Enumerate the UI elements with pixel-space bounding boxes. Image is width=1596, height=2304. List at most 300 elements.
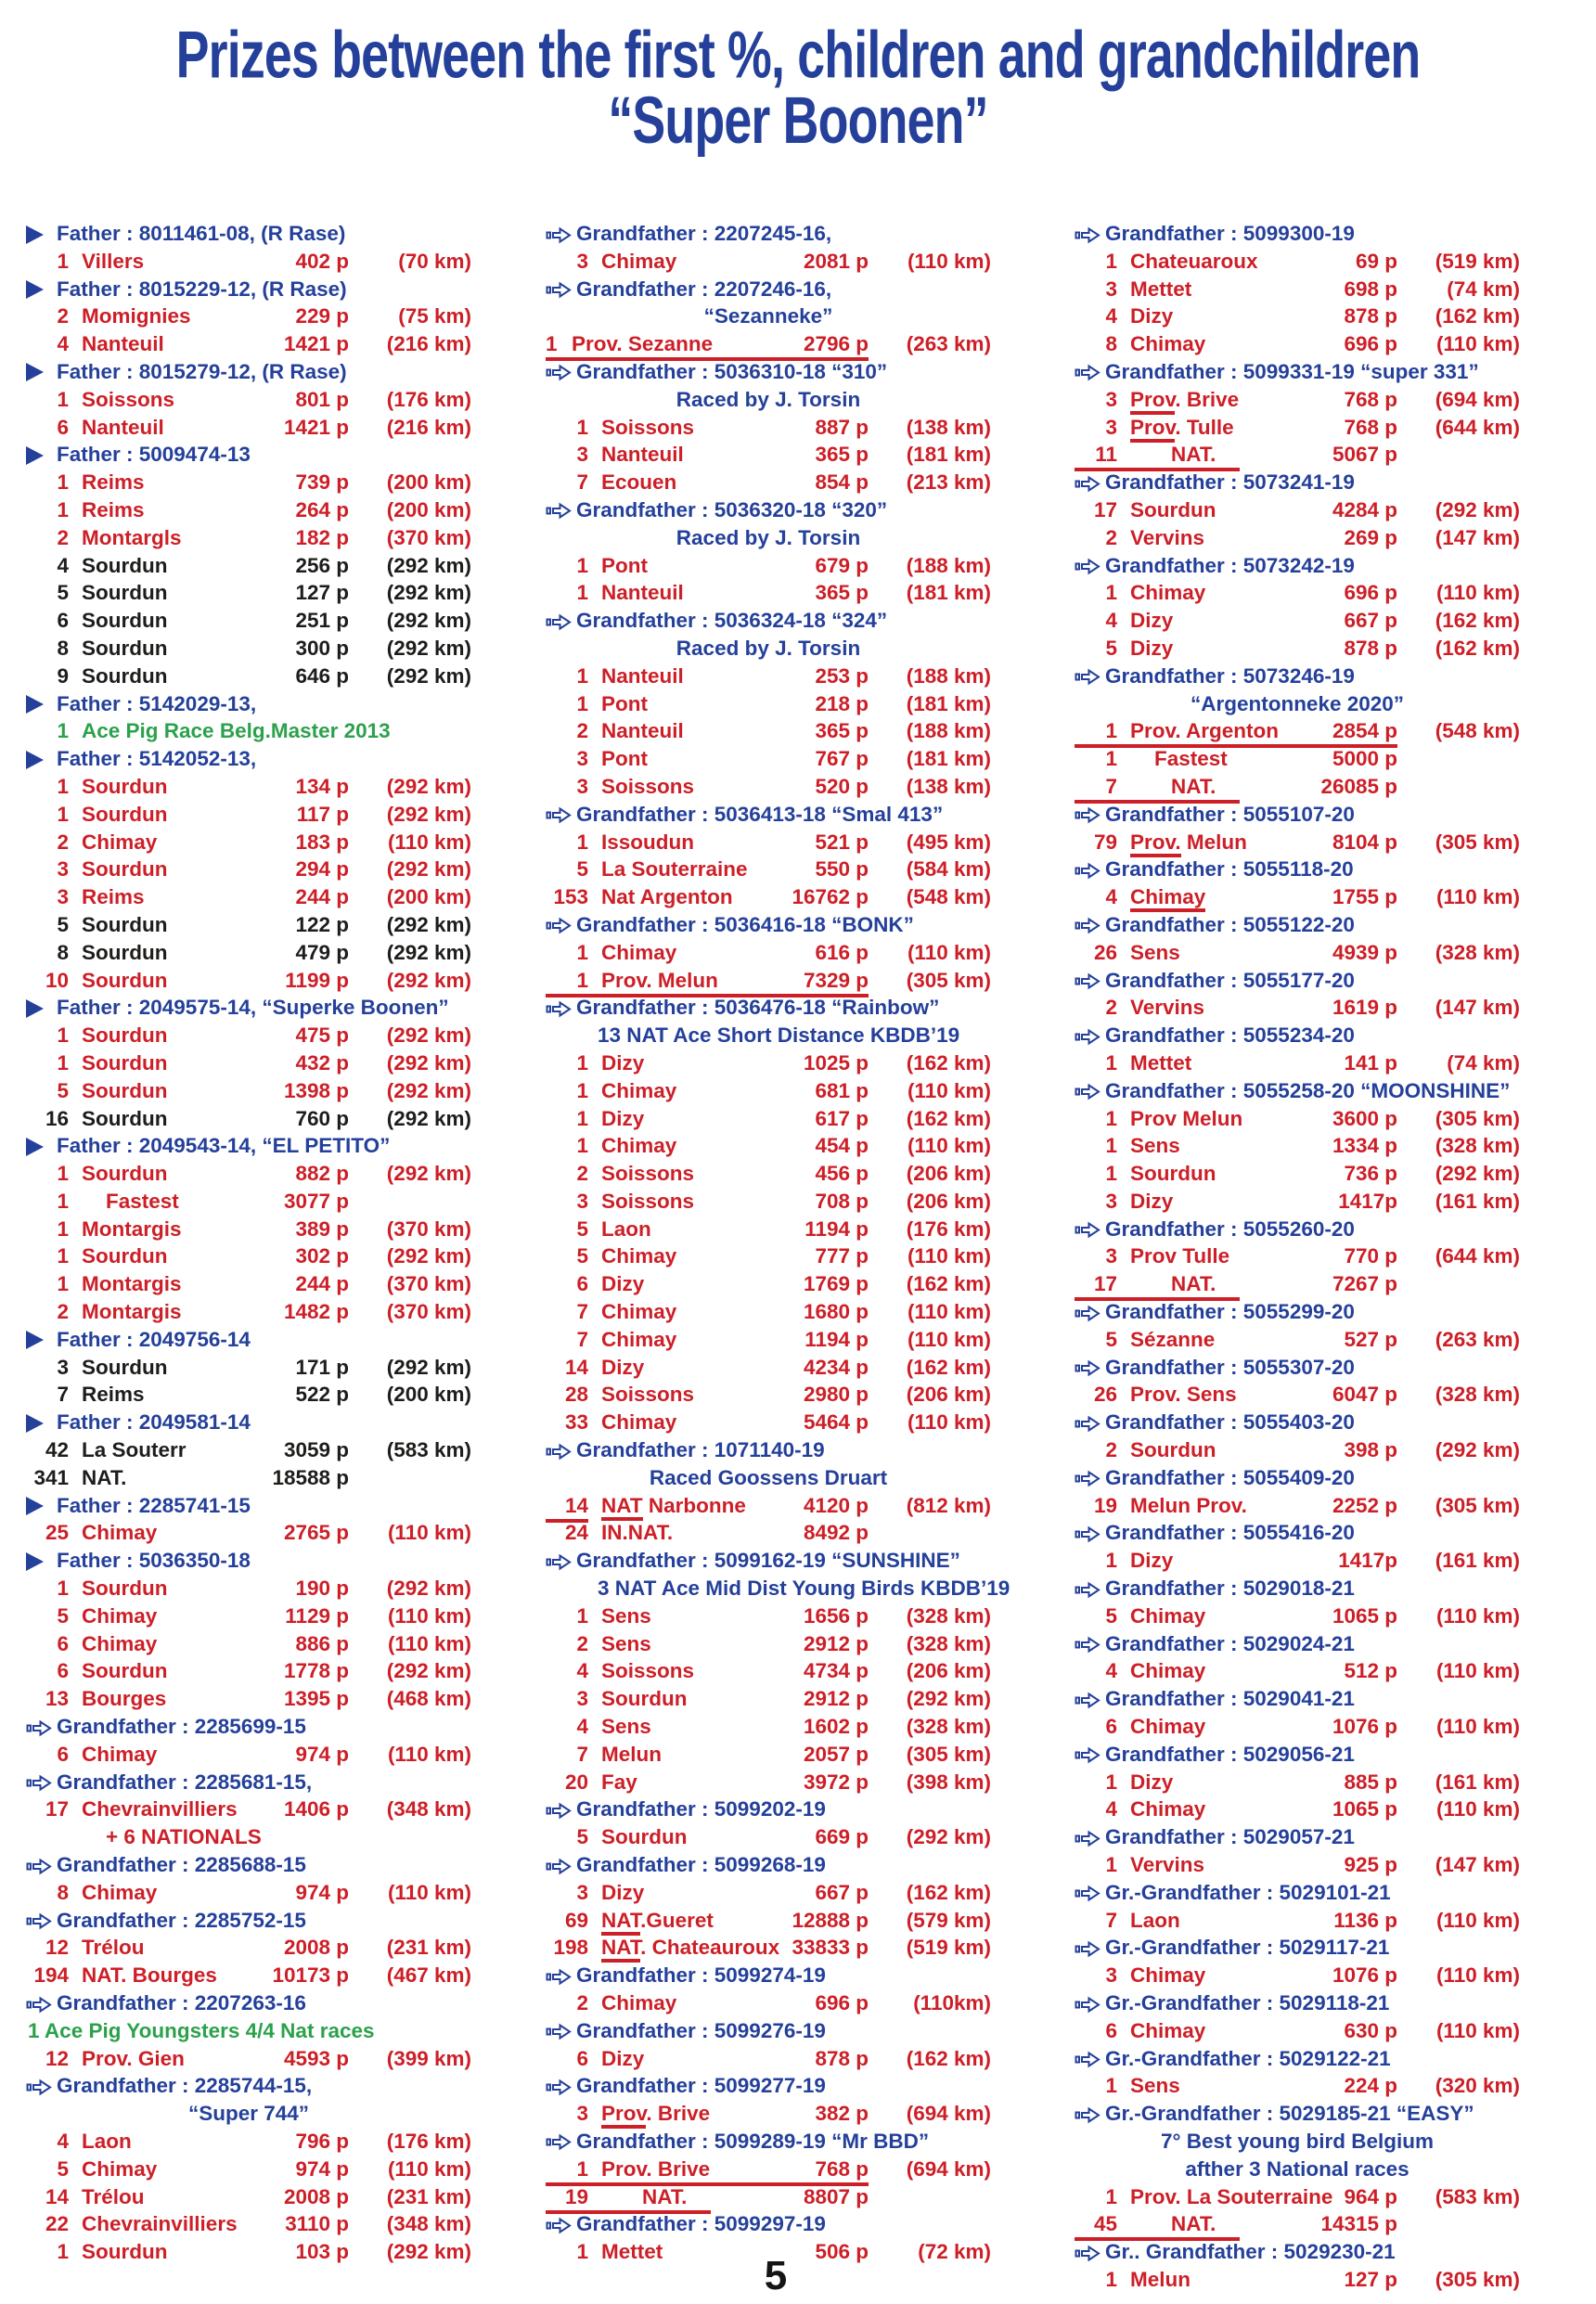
row-position: 6 — [57, 1659, 69, 1683]
hollow-right-arrow-icon — [546, 916, 572, 935]
hollow-right-arrow-icon — [546, 1857, 572, 1876]
row-place: Sourdun — [82, 774, 168, 798]
row-place: Reims — [82, 470, 145, 495]
row-position: 14 — [45, 2184, 69, 2208]
result-row — [26, 968, 471, 996]
row-points: 3077 p — [283, 1189, 349, 1213]
row-place: Sourdun — [82, 912, 168, 936]
row-distance: (181 km) — [906, 581, 991, 605]
row-position: 1 — [1105, 747, 1117, 771]
grandfather-icon — [546, 497, 576, 522]
grandfather-header — [546, 359, 1010, 387]
row-place: Dizy — [1130, 1549, 1174, 1573]
hollow-right-arrow-icon — [1075, 1469, 1100, 1488]
header-text: Grandfather : 5029056-21 — [1105, 1742, 1355, 1766]
grandfather-icon — [26, 1990, 57, 2015]
row-place: Mettet — [1130, 1050, 1192, 1075]
row-points: 475 p — [295, 1023, 349, 1048]
father-header — [26, 359, 490, 387]
result-row — [26, 1382, 471, 1409]
row-place: Montargis — [82, 1216, 182, 1241]
row-distance: (200 km) — [386, 885, 471, 909]
row-place: Dizy — [1130, 636, 1174, 660]
row-points: 698 p — [1344, 277, 1397, 301]
row-place: Sens — [601, 1631, 651, 1655]
hollow-right-arrow-icon — [1075, 1745, 1100, 1765]
row-position: 5 — [576, 857, 588, 882]
header-text: Father : 2049756-14 — [57, 1327, 251, 1351]
result-row — [1075, 1770, 1520, 1797]
row-distance: (110 km) — [387, 830, 471, 854]
father-icon — [26, 277, 57, 302]
grandfather-icon — [1075, 221, 1105, 246]
row-position: 13 — [45, 1687, 69, 1711]
result-row — [26, 553, 471, 581]
row-points: 4234 p — [803, 1355, 869, 1379]
row-distance: (70 km) — [398, 249, 471, 273]
result-row — [546, 774, 991, 802]
row-position: 7 — [57, 1383, 69, 1407]
row-points: 886 p — [295, 1631, 349, 1655]
row-distance: (162 km) — [906, 2046, 991, 2070]
result-row — [1075, 1271, 1520, 1299]
result-row — [546, 1106, 991, 1134]
result-row — [546, 415, 991, 443]
header-text: Grandfather : 5099268-19 — [576, 1853, 826, 1877]
row-place: Soissons — [601, 1659, 695, 1683]
row-distance: (548 km) — [906, 885, 991, 909]
row-points: 768 p — [1344, 387, 1397, 411]
header-text: Grandfather : 2285681-15, — [57, 1770, 313, 1794]
column-3 — [1075, 221, 1538, 2295]
row-points: 398 p — [1344, 1438, 1397, 1462]
result-row — [1075, 2184, 1520, 2212]
row-points: 878 p — [815, 2046, 869, 2070]
row-points: 1680 p — [803, 1300, 869, 1324]
row-points: 127 p — [1344, 2267, 1397, 2291]
row-distance: (188 km) — [906, 553, 991, 577]
grandfather-header — [546, 995, 1010, 1023]
row-distance: (188 km) — [906, 663, 991, 688]
result-row — [546, 1327, 991, 1355]
hollow-right-arrow-icon — [1075, 1691, 1100, 1710]
grandfather-icon — [1075, 1824, 1105, 1849]
result-row — [26, 2046, 471, 2074]
row-points: 974 p — [295, 1880, 349, 1904]
row-distance: (305 km) — [1435, 830, 1520, 854]
grandfather-icon — [26, 1908, 57, 1933]
result-row — [546, 1189, 991, 1216]
row-points: 229 p — [295, 304, 349, 328]
center-note: Raced by J. Torsin — [676, 387, 861, 411]
result-row — [26, 1161, 471, 1189]
result-row — [546, 1355, 991, 1383]
grandfather-header — [1075, 2101, 1538, 2129]
result-row — [26, 1216, 471, 1244]
grandfather-icon — [1075, 1686, 1105, 1711]
row-distance: (292 km) — [906, 1825, 991, 1849]
row-points: 696 p — [815, 1991, 869, 2014]
result-row — [26, 580, 471, 608]
row-distance: (292 km) — [386, 1659, 471, 1683]
result-row — [1075, 1908, 1520, 1936]
row-distance: (206 km) — [906, 1383, 991, 1407]
grandfather-icon — [1075, 1742, 1105, 1767]
result-row — [546, 2184, 991, 2212]
row-position: 1 — [57, 719, 69, 743]
row-position: 1 — [57, 1216, 69, 1241]
row-distance: (206 km) — [906, 1659, 991, 1683]
row-position: 26 — [1093, 940, 1117, 964]
row-position: 1 — [57, 1050, 69, 1075]
row-points: 141 p — [1344, 1050, 1397, 1075]
grandfather-header — [26, 1852, 490, 1880]
row-place: Soissons — [601, 774, 695, 798]
hollow-right-arrow-icon — [546, 501, 572, 521]
row-distance: (370 km) — [386, 1272, 471, 1296]
row-points: 5000 p — [1332, 747, 1397, 771]
hollow-right-arrow-icon — [546, 1967, 572, 1987]
row-place: Trélou — [82, 1936, 145, 1960]
result-row — [546, 718, 991, 746]
result-row — [546, 1603, 991, 1631]
result-row — [26, 1023, 471, 1050]
header-text: Father : 2049575-14, “Superke Boonen” — [57, 996, 449, 1020]
result-row — [26, 608, 471, 636]
row-points: 777 p — [815, 1244, 869, 1268]
row-position: 2 — [576, 1991, 588, 2014]
grandfather-header — [546, 608, 1010, 636]
row-position: 1 — [1105, 2184, 1117, 2208]
row-place: Sourdun — [82, 940, 168, 964]
row-points: 617 p — [815, 1106, 869, 1130]
row-position: 1 — [1105, 1770, 1117, 1794]
row-place: Sourdun — [82, 802, 168, 826]
row-place: NAT. Chateauroux — [601, 1935, 776, 1961]
row-position: 1 — [576, 1050, 588, 1075]
row-place: Soissons — [82, 387, 175, 411]
row-position: 16 — [45, 1106, 69, 1130]
row-position: 2 — [57, 304, 69, 328]
underline-wrap — [546, 2184, 711, 2214]
row-points: 218 p — [815, 691, 869, 715]
row-place: NAT. — [82, 1465, 127, 1489]
row-position: 4 — [576, 1659, 588, 1683]
grandfather-header — [1075, 856, 1538, 884]
row-place: Dizy — [601, 1106, 645, 1130]
row-distance: (320 km) — [1435, 2074, 1520, 2098]
row-distance: (110 km) — [907, 1410, 991, 1435]
row-points: 4734 p — [803, 1659, 869, 1683]
row-points: 122 p — [295, 912, 349, 936]
result-row — [26, 1935, 471, 1963]
row-place: Sourdun — [1130, 497, 1216, 521]
grandfather-header — [1075, 359, 1538, 387]
solid-right-triangle-icon — [26, 1552, 44, 1571]
grandfather-header — [1075, 553, 1538, 581]
row-points: 667 p — [1344, 609, 1397, 633]
row-points: 6047 p — [1332, 1383, 1397, 1407]
page-title-line-2: “Super Boonen” — [608, 82, 988, 158]
row-points: 739 p — [295, 470, 349, 495]
result-row — [1075, 580, 1520, 608]
row-distance: (305 km) — [906, 1742, 991, 1766]
row-distance: (110 km) — [907, 1078, 991, 1102]
hollow-right-arrow-icon — [546, 999, 572, 1019]
solid-right-triangle-icon — [26, 446, 44, 465]
result-row — [26, 1437, 471, 1465]
row-points: 1602 p — [803, 1715, 869, 1739]
row-distance: (181 km) — [906, 747, 991, 771]
row-points: 2252 p — [1332, 1493, 1397, 1517]
row-points: 1395 p — [283, 1687, 349, 1711]
row-points: 18588 p — [272, 1465, 349, 1489]
result-row — [26, 1963, 471, 1990]
header-text: Father : 5036350-18 — [57, 1549, 251, 1573]
result-row — [546, 1770, 991, 1797]
row-points: 527 p — [1344, 1327, 1397, 1351]
row-points: 256 p — [295, 553, 349, 577]
hollow-right-arrow-icon — [1075, 557, 1100, 576]
row-points: 365 p — [815, 719, 869, 743]
row-place: Sourdun — [82, 2240, 168, 2264]
row-points: 365 p — [815, 581, 869, 605]
underline-wrap — [546, 2156, 869, 2186]
header-text: Grandfather : 5055234-20 — [1105, 1023, 1355, 1048]
row-position: 4 — [1105, 304, 1117, 328]
row-points: 4284 p — [1332, 497, 1397, 521]
row-position: 1 — [1105, 1134, 1117, 1158]
row-points: 2854 p — [1332, 719, 1397, 743]
header-text: Father : 8011461-08, (R Rase) — [57, 222, 346, 245]
row-distance: (74 km) — [1447, 277, 1520, 301]
row-position: 4 — [1105, 1797, 1117, 1821]
grandfather-header — [1075, 1465, 1538, 1493]
result-row — [546, 1908, 991, 1936]
row-place: Ecouen — [601, 470, 677, 495]
father-icon — [26, 1493, 57, 1518]
row-position: 1 — [1105, 1050, 1117, 1075]
result-row — [1075, 303, 1520, 331]
result-row — [26, 1603, 471, 1631]
result-row — [1075, 497, 1520, 525]
row-place: Dizy — [1130, 609, 1174, 633]
father-icon — [26, 1409, 57, 1435]
row-place: Prov. Brive — [601, 2156, 711, 2181]
header-text: Grandfather : 1071140-19 — [576, 1438, 825, 1462]
result-row — [1075, 1133, 1520, 1161]
grandfather-icon — [546, 1963, 576, 1988]
row-distance: (110 km) — [1435, 332, 1520, 356]
row-position: 1 — [576, 2156, 588, 2181]
green-note: 1 Ace Pig Youngsters 4/4 Nat races — [28, 2018, 375, 2042]
row-points: 302 p — [295, 1244, 349, 1268]
result-row — [26, 1520, 471, 1548]
solid-right-triangle-icon — [26, 280, 44, 299]
result-row — [1075, 1050, 1520, 1078]
result-row — [1075, 387, 1520, 415]
row-points: 8492 p — [803, 1521, 869, 1545]
row-distance: (292 km) — [386, 1355, 471, 1379]
row-points: 3972 p — [803, 1770, 869, 1794]
row-distance: (200 km) — [386, 470, 471, 495]
row-place: Dizy — [1130, 304, 1174, 328]
row-points: 521 p — [815, 830, 869, 854]
result-row — [546, 1520, 991, 1548]
row-place: Nanteuil — [601, 443, 684, 467]
result-row — [26, 1796, 471, 1824]
grandfather-header — [1075, 1824, 1538, 1852]
row-place: Nanteuil — [601, 719, 684, 743]
grandfather-icon — [1075, 1355, 1105, 1380]
row-position: 5 — [57, 912, 69, 936]
result-row — [26, 884, 471, 912]
row-points: 244 p — [295, 1272, 349, 1296]
row-distance: (263 km) — [906, 332, 991, 356]
row-distance: (162 km) — [1435, 636, 1520, 660]
row-distance: (161 km) — [1435, 1770, 1520, 1794]
header-text: Grandfather : 2207263-16 — [57, 1991, 306, 2014]
row-position: 26 — [1093, 1383, 1117, 1407]
row-place: Dizy — [601, 2046, 645, 2070]
row-place: Melun — [601, 1742, 662, 1766]
row-points: 33833 p — [792, 1936, 869, 1960]
hollow-right-arrow-icon — [1075, 805, 1100, 825]
row-distance: (162 km) — [906, 1355, 991, 1379]
row-distance: (162 km) — [906, 1050, 991, 1075]
row-points: 801 p — [295, 387, 349, 411]
row-place-underlined-part: NAT — [601, 1494, 643, 1521]
header-text: Grandfather : 5099300-19 — [1105, 222, 1355, 245]
row-points: 26085 p — [1320, 774, 1397, 798]
row-points: 770 p — [1344, 1244, 1397, 1268]
row-place: Chimay — [82, 1603, 158, 1628]
row-place: Dizy — [601, 1272, 645, 1296]
row-place: Laon — [82, 2129, 132, 2153]
row-place: Chimay — [82, 1880, 158, 1904]
row-position: 2 — [576, 1162, 588, 1186]
row-distance: (292 km) — [386, 663, 471, 688]
row-place: Laon — [1130, 1908, 1180, 1932]
result-row — [546, 1050, 991, 1078]
row-place: Vervins — [1130, 996, 1205, 1020]
row-distance: (110km) — [913, 1991, 991, 2014]
row-place: Prov. Brive — [601, 2101, 776, 2127]
grandfather-header — [1075, 1576, 1538, 1603]
row-points: 736 p — [1344, 1162, 1397, 1186]
grandfather-header — [1075, 1935, 1538, 1963]
header-text: Grandfather : 5055260-20 — [1105, 1216, 1355, 1241]
result-row — [1075, 1243, 1520, 1271]
row-position: 7 — [1105, 774, 1117, 798]
row-distance: (292 km) — [386, 1577, 471, 1601]
hollow-right-arrow-icon — [546, 1801, 572, 1821]
row-distance: (188 km) — [906, 719, 991, 743]
result-row — [1075, 277, 1520, 304]
row-position: 17 — [45, 1797, 69, 1821]
row-position: 1 — [57, 2240, 69, 2264]
grandfather-icon — [546, 2073, 576, 2098]
row-points: 667 p — [815, 1880, 869, 1904]
row-distance: (399 km) — [386, 2046, 471, 2070]
header-text: Grandfather : 5099331-19 “super 331” — [1105, 359, 1479, 383]
row-place: Montargis — [82, 1272, 182, 1296]
row-points: 1065 p — [1332, 1797, 1397, 1821]
row-place: NAT. Bourges — [82, 1963, 217, 1988]
result-row — [26, 1078, 471, 1106]
result-row — [1075, 1161, 1520, 1189]
row-place: Prov. Sezanne — [572, 332, 714, 356]
hollow-right-arrow-icon — [546, 225, 572, 245]
row-place-underlined-part: Prov. — [1130, 830, 1181, 857]
row-distance: (328 km) — [1435, 940, 1520, 964]
result-row — [546, 1133, 991, 1161]
row-distance: (206 km) — [906, 1189, 991, 1213]
row-position: 3 — [576, 443, 588, 467]
grandfather-header — [1075, 1409, 1538, 1437]
result-row — [26, 636, 471, 663]
result-row — [546, 1161, 991, 1189]
row-position: 4 — [1105, 609, 1117, 633]
result-row — [1075, 1493, 1520, 1521]
row-place: Sourdun — [1130, 1162, 1216, 1186]
underline-wrap — [1075, 442, 1240, 471]
grandfather-header — [1075, 1880, 1538, 1908]
row-position: 2 — [576, 719, 588, 743]
result-row — [26, 497, 471, 525]
grandfather-header — [1075, 470, 1538, 497]
row-distance: (110 km) — [1435, 885, 1520, 909]
row-place: Chimay — [601, 1410, 677, 1435]
row-distance: (292 km) — [386, 1023, 471, 1048]
row-points: 506 p — [815, 2240, 869, 2264]
row-place: Sourdun — [82, 1023, 168, 1048]
result-row — [546, 2046, 991, 2074]
solid-right-triangle-icon — [26, 695, 44, 714]
row-points: 1025 p — [803, 1050, 869, 1075]
row-position: 3 — [57, 885, 69, 909]
row-place: Prov. Gien — [82, 2046, 185, 2070]
note-line: 13 NAT Ace Short Distance KBDB’19 — [598, 1023, 960, 1048]
row-position: 3 — [576, 1880, 588, 1904]
grandfather-icon — [26, 1852, 57, 1877]
row-place: Chimay — [1130, 1797, 1206, 1821]
row-points: 679 p — [815, 553, 869, 577]
row-points: 1769 p — [803, 1272, 869, 1296]
row-points: 2008 p — [283, 2184, 349, 2208]
row-place: Montargls — [82, 525, 182, 549]
row-place: Sourdun — [82, 1162, 168, 1186]
row-position: 1 — [1105, 2074, 1117, 2098]
header-text: Grandfather : 5055409-20 — [1105, 1465, 1355, 1489]
grandfather-icon — [546, 2018, 576, 2043]
result-row — [1075, 884, 1520, 912]
result-row — [26, 2184, 471, 2212]
result-row — [1075, 1189, 1520, 1216]
grandfather-header — [1075, 1216, 1538, 1244]
row-position: 2 — [1105, 525, 1117, 549]
hollow-right-arrow-icon — [1075, 1525, 1100, 1544]
row-points: 2980 p — [803, 1383, 869, 1407]
note-line: 3 NAT Ace Mid Dist Young Birds KBDB’19 — [598, 1577, 1010, 1601]
row-place: Chimay — [82, 1631, 158, 1655]
result-row — [1075, 1437, 1520, 1465]
row-position: 6 — [57, 1742, 69, 1766]
row-points: 264 p — [295, 497, 349, 521]
row-distance: (181 km) — [906, 691, 991, 715]
row-place: Issoudun — [601, 830, 694, 854]
result-row — [26, 2129, 471, 2156]
